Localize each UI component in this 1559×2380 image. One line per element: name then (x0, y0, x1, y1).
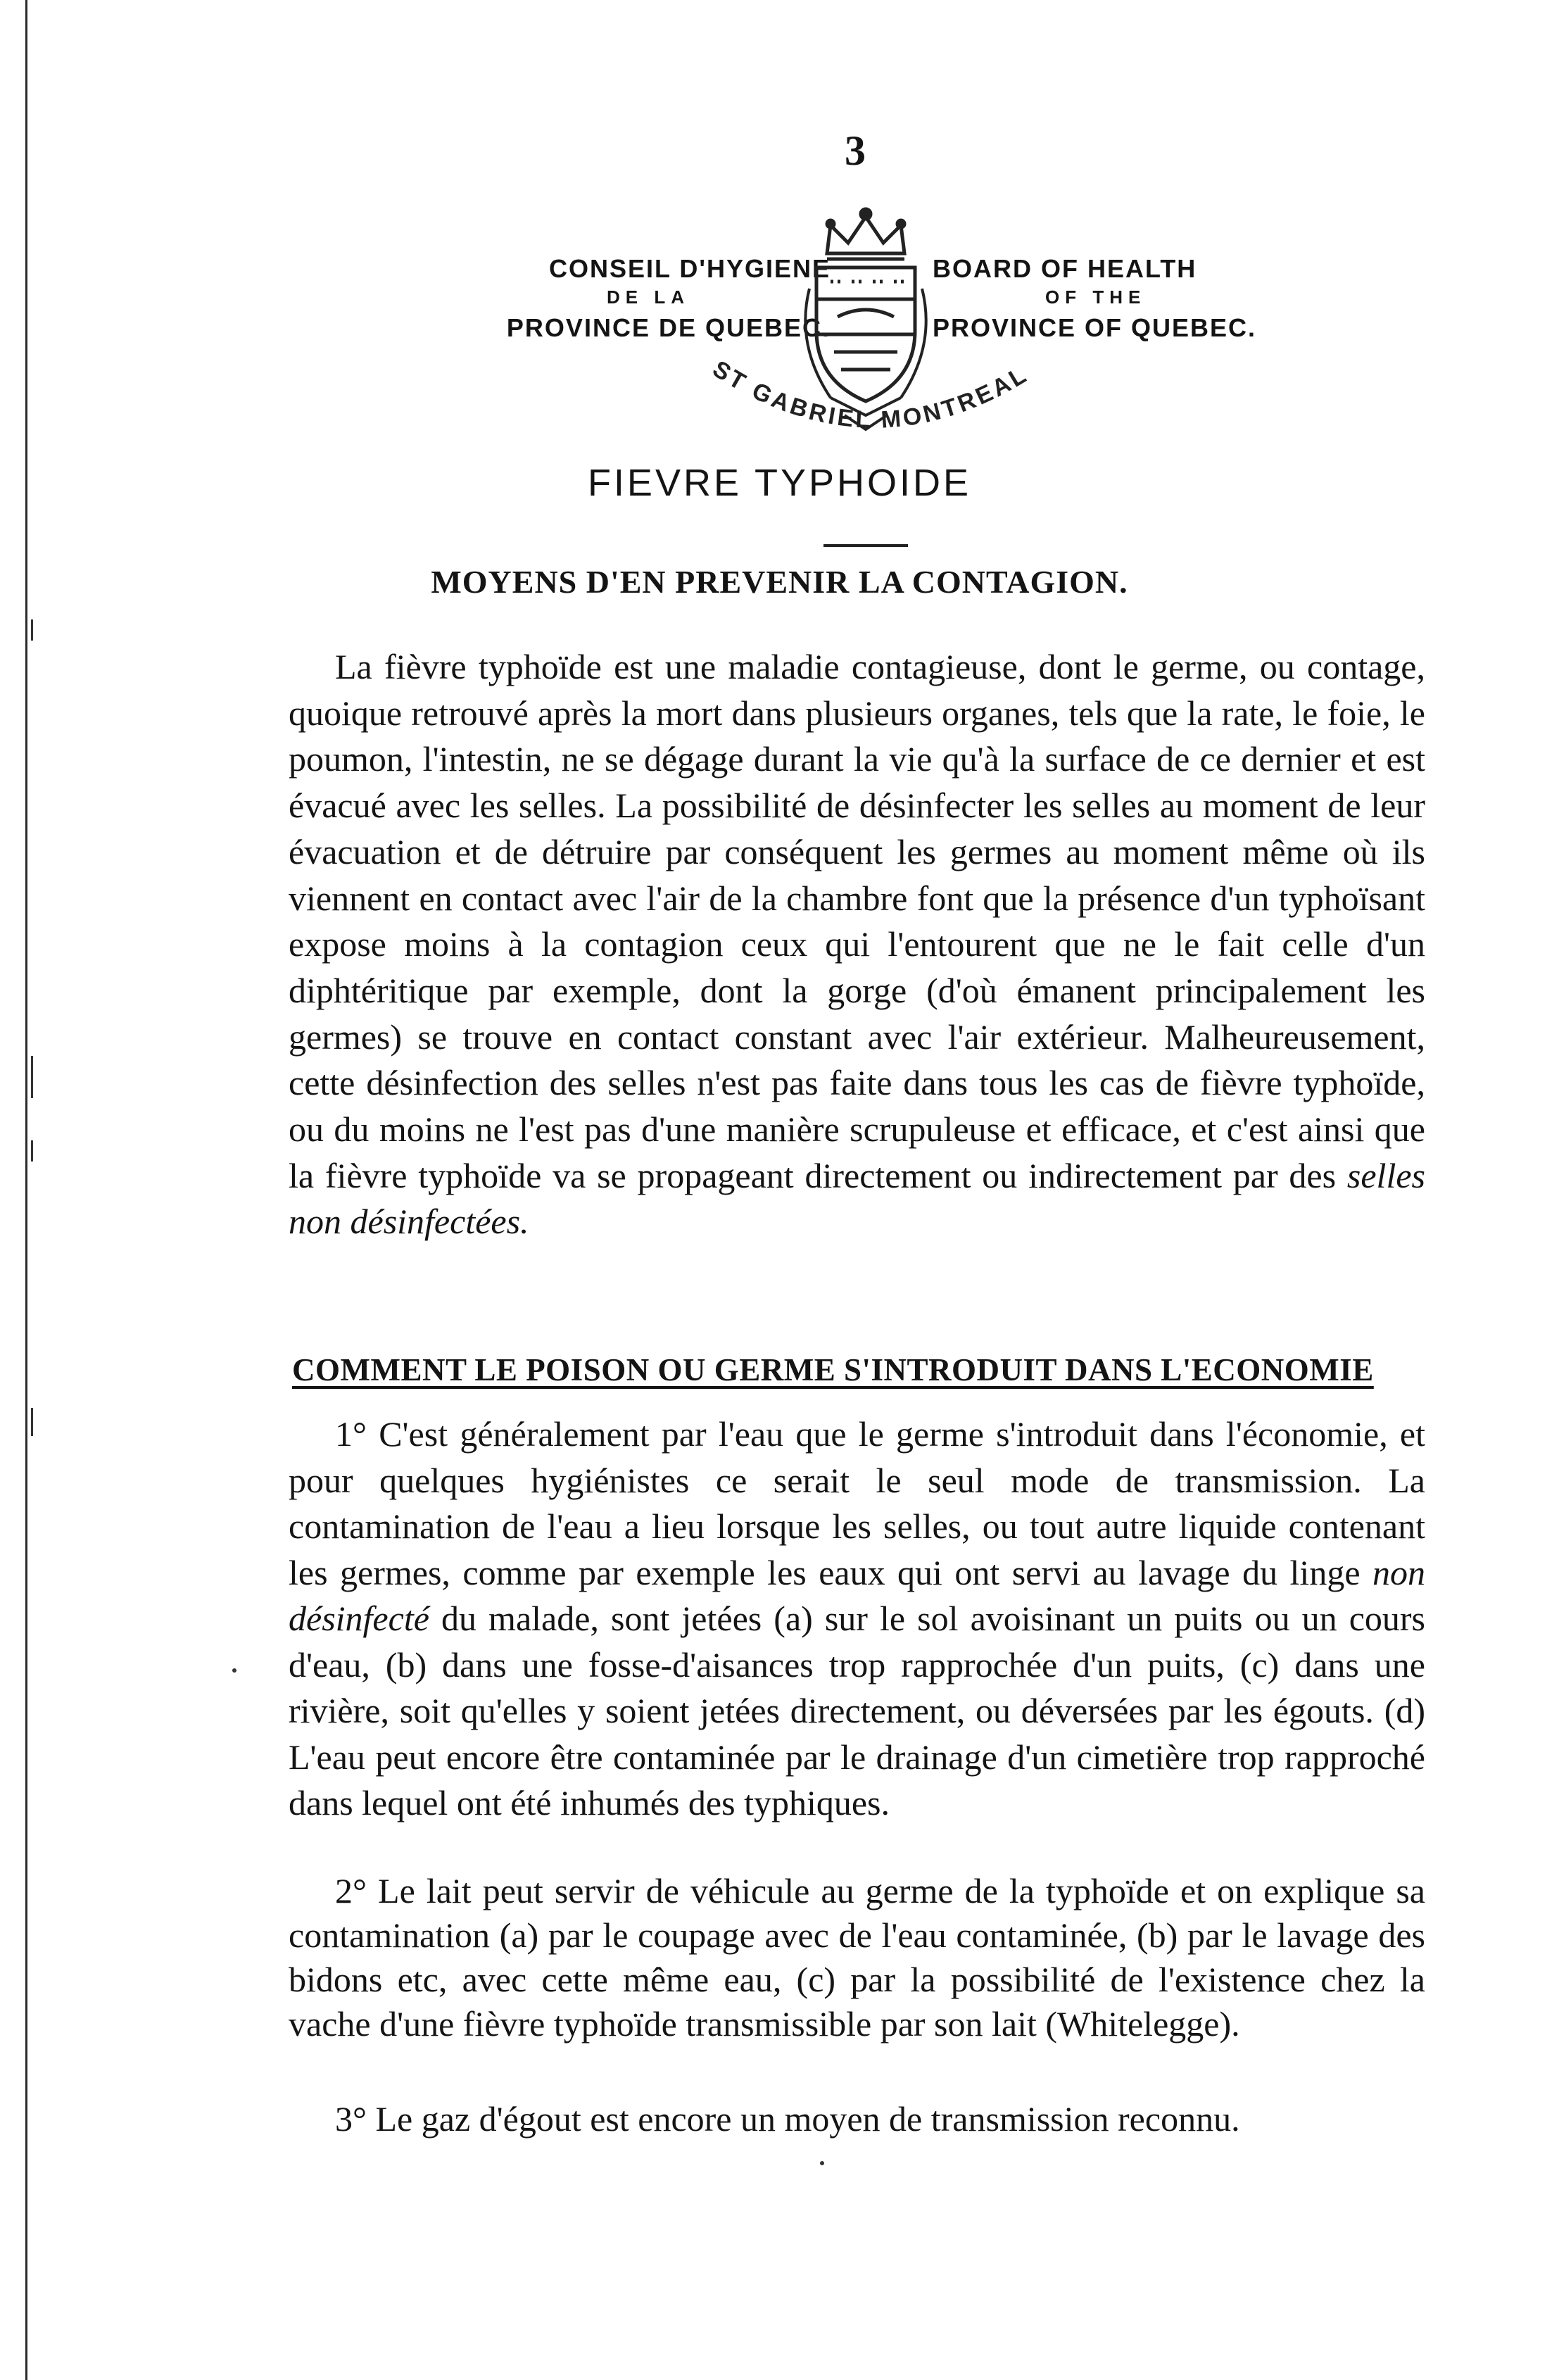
stray-dot (232, 1668, 236, 1673)
header-left-line2: DE LA (607, 287, 690, 308)
header-right-line1: BOARD OF HEALTH (933, 254, 1197, 283)
margin-mark (31, 619, 33, 641)
paragraph-milk: 2° Le lait peut servir de véhicule au germe de la typhoïde et on explique sa contamination (a) par le coupage avec de l'eau contaminée, (b) par le lavage des bidons etc, avec cette même eau, (c) par la possibilité de l'existence chez la vache d'une fièvre typhoïde transmissible par son lait (Whitelegge). (289, 1871, 1425, 2044)
page-title: FIEVRE TYPHOIDE (587, 462, 972, 504)
crown-icon (827, 209, 904, 259)
stray-dot (820, 2161, 824, 2165)
margin-mark (31, 1056, 33, 1098)
paragraph-intro (289, 644, 1425, 1245)
title-divider (823, 544, 908, 547)
seal-motto: ST GABRIEL MONTREAL (707, 359, 1033, 434)
page-subtitle: MOYENS D'EN PREVENIR LA CONTAGION. (431, 564, 1128, 600)
header-right-english (911, 253, 1390, 344)
paragraph-water-italic: non désinfecté (289, 1552, 1426, 1638)
paragraph-water (289, 1411, 1425, 1827)
header-right-line2: OF THE (1045, 287, 1147, 308)
header-left-line3: PROVINCE DE QUEBEC. (506, 313, 831, 343)
svg-text:ST GABRIEL MONTREAL (708, 359, 1033, 434)
header-left-line1: CONSEIL D'HYGIENE (549, 254, 831, 283)
paragraph-intro-text: La fièvre typhoïde est une maladie contagieuse, dont le germe, ou contage, quoique retrouvé après la mort dans plusieurs organes, tels que la rate, le foie, le poumon, l'intestin, ne se dégage durant la vie qu'à la surface de ce dernier et est évacué avec les selles. La possibilité de désinfecter les selles au moment de leur évacuation et de détruire par conséquent les germes au moment même où ils viennent en contact avec l'air de la chambre font que la présence d'un typhoïsant expose moins à la contagion ceux qui l'entourent que ne le fait celle d'un diphtéritique par exemple, dont la gorge (d'où émanent principalement les germes) se trouve en contact constant avec l'air extérieur. Malheureusement, cette désinfection des selles n'est pas faite dans tous les cas de fièvre typhoïde, ou du moins ne l'est pas d'une manière scrupuleuse et efficace, et c'est ainsi que la fièvre typhoïde va se propageant directement ou indirectement par des (289, 647, 1425, 1195)
margin-mark (31, 1408, 33, 1436)
paragraph-water-text-a: 1° C'est généralement par l'eau que le germe s'introduit dans l'économie, et pour quelques hygiénistes ce serait le seul mode de transmission. La contamination de l'eau a lieu lorsque les selles, ou tout autre liquide contenant les germes, comme par exemple les eaux qui ont servi au lavage du linge (289, 1414, 1425, 1592)
seal-arc-text (683, 359, 1077, 465)
page-number: 3 (845, 127, 866, 174)
header-right-line3: PROVINCE OF QUEBEC. (933, 313, 1257, 343)
paragraph-water-text-b: du malade, sont jetées (a) sur le sol avoisinant un puits ou un cours d'eau, (b) dans une fosse-d'aisances trop rapprochée d'un puits, (c) dans une rivière, soit qu'elles y soient jetées directement, ou déversées par les égouts. (d) L'eau peut encore être contaminée par le drainage d'un cimetière trop rapproché dans lequel ont été inhumés des typhiques. (289, 1599, 1426, 1822)
paragraph-sewer-gas: 3° Le gaz d'égout est encore un moyen de transmission reconnu. (335, 2099, 1240, 2139)
left-margin-rule (25, 0, 27, 2380)
margin-mark (31, 1140, 33, 1161)
section-heading: COMMENT LE POISON OU GERME S'INTRODUIT DANS L'ECONOMIE (292, 1352, 1374, 1387)
paragraph-intro-italic: selles non désinfectées. (289, 1155, 1425, 1242)
